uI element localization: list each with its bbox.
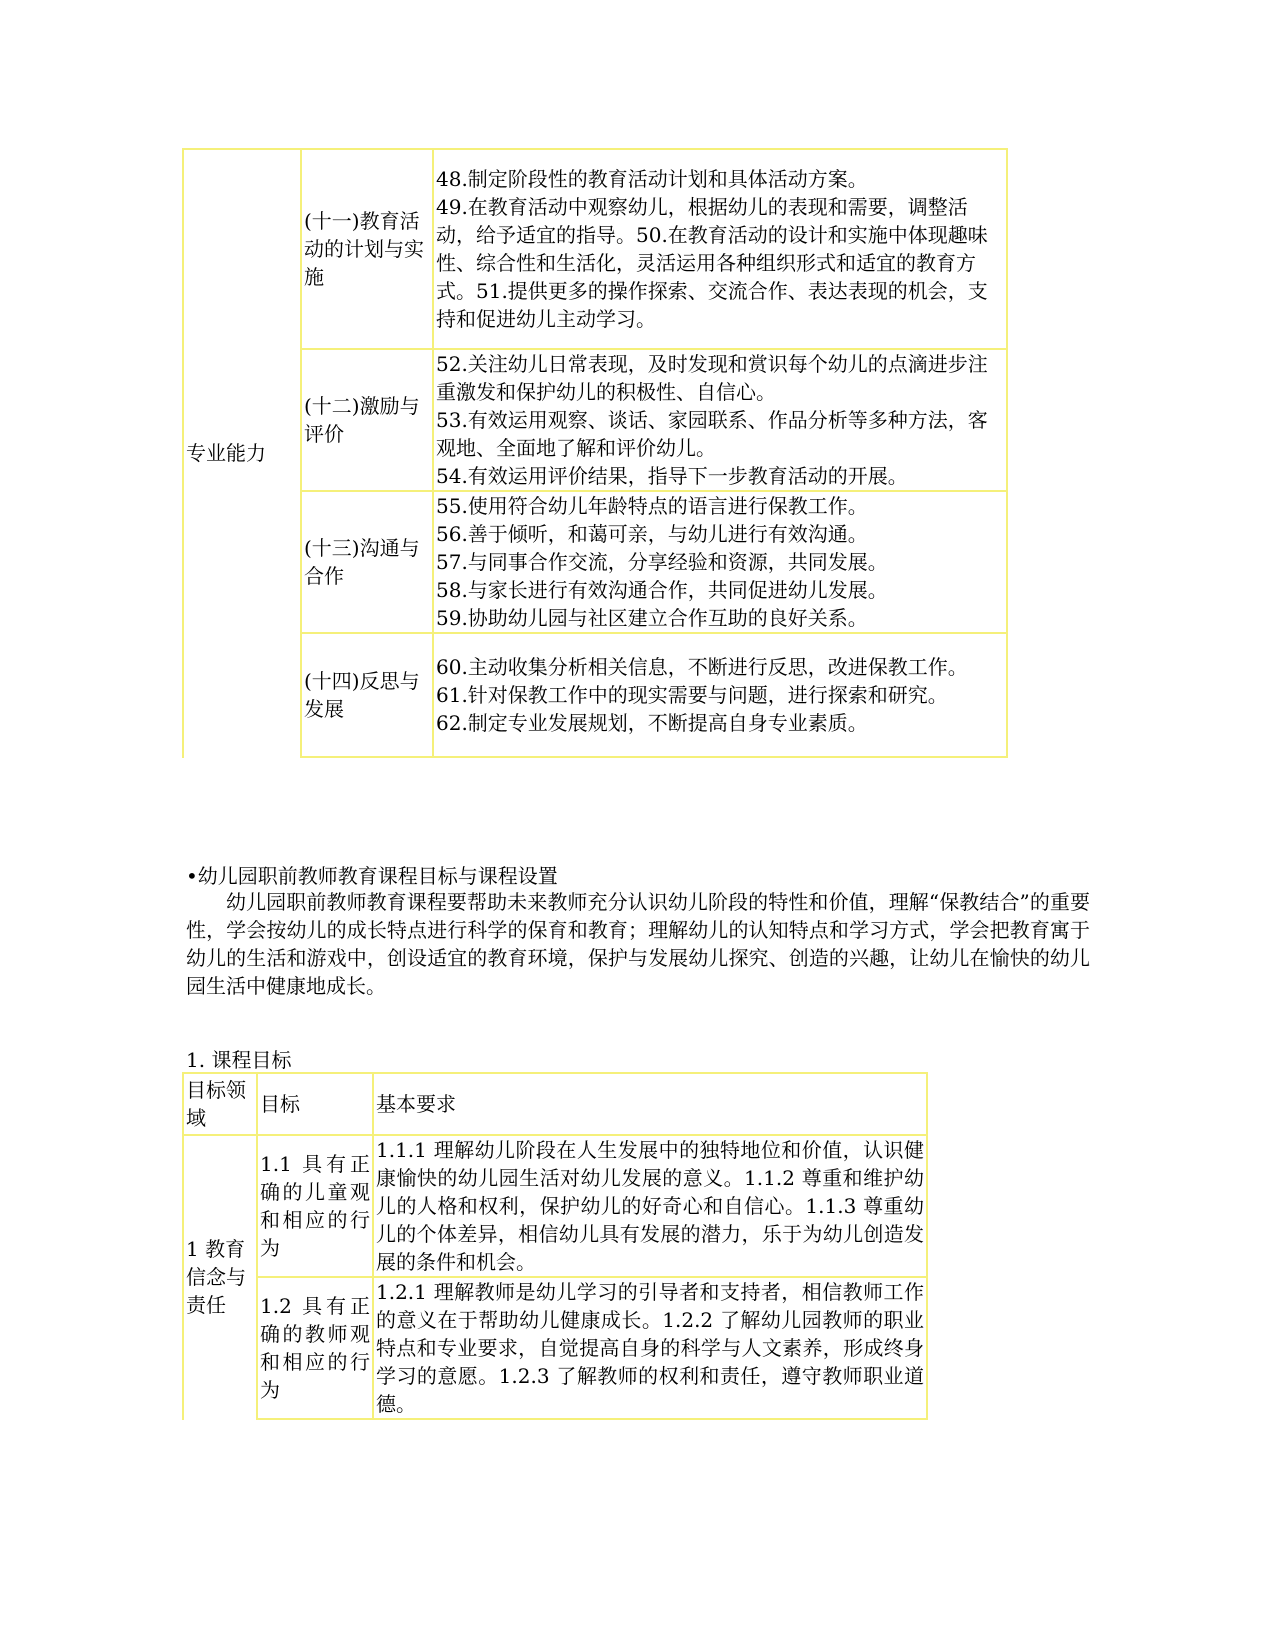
requirement-cell [433, 349, 1007, 491]
course-goals-table [182, 1072, 928, 1420]
requirement-item: 48.制定阶段性的教育活动计划和具体活动方案。 [436, 167, 868, 191]
subcategory-cell: (十二)激励与评价 [301, 349, 433, 491]
header-cell: 基本要求 [373, 1073, 927, 1135]
goal-cell: 1.1 具有正确的儿童观和相应的行为 [257, 1135, 373, 1277]
requirement-item: 62.制定专业发展规划，不断提高自身专业素质。 [436, 711, 868, 735]
header-cell: 目标 [257, 1073, 373, 1135]
table-row [183, 491, 1007, 633]
requirement-item: 49.在教育活动中观察幼儿，根据幼儿的表现和需要，调整活动，给予适宜的指导。50.在教育活动的设计和实施中体现趣味性、综合性和生活化，灵活运用各种组织形式和适宜的教育方式。51.提供更多的操作探索、交流合作、表达表现的机会，支持和促进幼儿主动学习。 [436, 195, 988, 331]
requirement-cell [433, 633, 1007, 757]
section-title: •幼儿园职前教师教育课程目标与课程设置 [186, 864, 558, 888]
requirement-item: 53.有效运用观察、谈话、家园联系、作品分析等多种方法，客观地、全面地了解和评价幼儿。 [436, 408, 988, 460]
domain-cell: 1 教育信念与责任 [183, 1135, 257, 1419]
table-row [183, 1135, 927, 1277]
header-cell: 目标领域 [183, 1073, 257, 1135]
requirement-item: 61.针对保教工作中的现实需要与问题，进行探索和研究。 [436, 683, 948, 707]
table-row [183, 633, 1007, 757]
requirement-item: 60.主动收集分析相关信息，不断进行反思，改进保教工作。 [436, 655, 968, 679]
section-paragraph: 幼儿园职前教师教育课程要帮助未来教师充分认识幼儿阶段的特性和价值，理解“保教结合”的重要性，学会按幼儿的成长特点进行科学的保育和教育；理解幼儿的认知特点和学习方式，学会把教育寓于幼儿的生活和游戏中，创设适宜的教育环境，保护与发展幼儿探究、创造的兴趣，让幼儿在愉快的幼儿园生活中健康地成长。 [186, 890, 1090, 998]
requirement-item: 56.善于倾听，和蔼可亲，与幼儿进行有效沟通。 [436, 522, 868, 546]
requirement-item: 57.与同事合作交流，分享经验和资源，共同发展。 [436, 550, 888, 574]
category-cell: 专业能力 [183, 149, 301, 757]
requirement-cell [433, 149, 1007, 349]
requirement-item: 59.协助幼儿园与社区建立合作互助的良好关系。 [436, 606, 868, 630]
requirement-item: 52.关注幼儿日常表现，及时发现和赏识每个幼儿的点滴进步注重激发和保护幼儿的积极性、自信心。 [436, 352, 988, 404]
professional-ability-table [182, 148, 1008, 758]
subcategory-cell: (十四)反思与发展 [301, 633, 433, 757]
requirement-item: 54.有效运用评价结果，指导下一步教育活动的开展。 [436, 464, 908, 488]
requirement-cell: 1.1.1 理解幼儿阶段在人生发展中的独特地位和价值，认识健康愉快的幼儿园生活对幼儿发展的意义。1.1.2 尊重和维护幼儿的人格和权利，保护幼儿的好奇心和自信心。1.1.3 尊重幼儿的个体差异，相信幼儿具有发展的潜力，乐于为幼儿创造发展的条件和机会。 [373, 1135, 927, 1277]
goal-cell: 1.2 具有正确的教师观和相应的行为 [257, 1277, 373, 1419]
requirement-cell: 1.2.1 理解教师是幼儿学习的引导者和支持者，相信教师工作的意义在于帮助幼儿健康成长。1.2.2 了解幼儿园教师的职业特点和专业要求，自觉提高自身的科学与人文素养，形成终身学习的意愿。1.2.3 了解教师的权利和责任，遵守教师职业道德。 [373, 1277, 927, 1419]
table-header-row [183, 1073, 927, 1135]
table-row [183, 349, 1007, 491]
subcategory-cell: (十一)教育活动的计划与实施 [301, 149, 433, 349]
table-row [183, 1277, 927, 1419]
goals-title: 1. 课程目标 [186, 1048, 292, 1072]
subcategory-cell: (十三)沟通与合作 [301, 491, 433, 633]
requirement-cell [433, 491, 1007, 633]
requirement-item: 55.使用符合幼儿年龄特点的语言进行保教工作。 [436, 494, 868, 518]
requirement-item: 58.与家长进行有效沟通合作，共同促进幼儿发展。 [436, 578, 888, 602]
table-row [183, 149, 1007, 349]
